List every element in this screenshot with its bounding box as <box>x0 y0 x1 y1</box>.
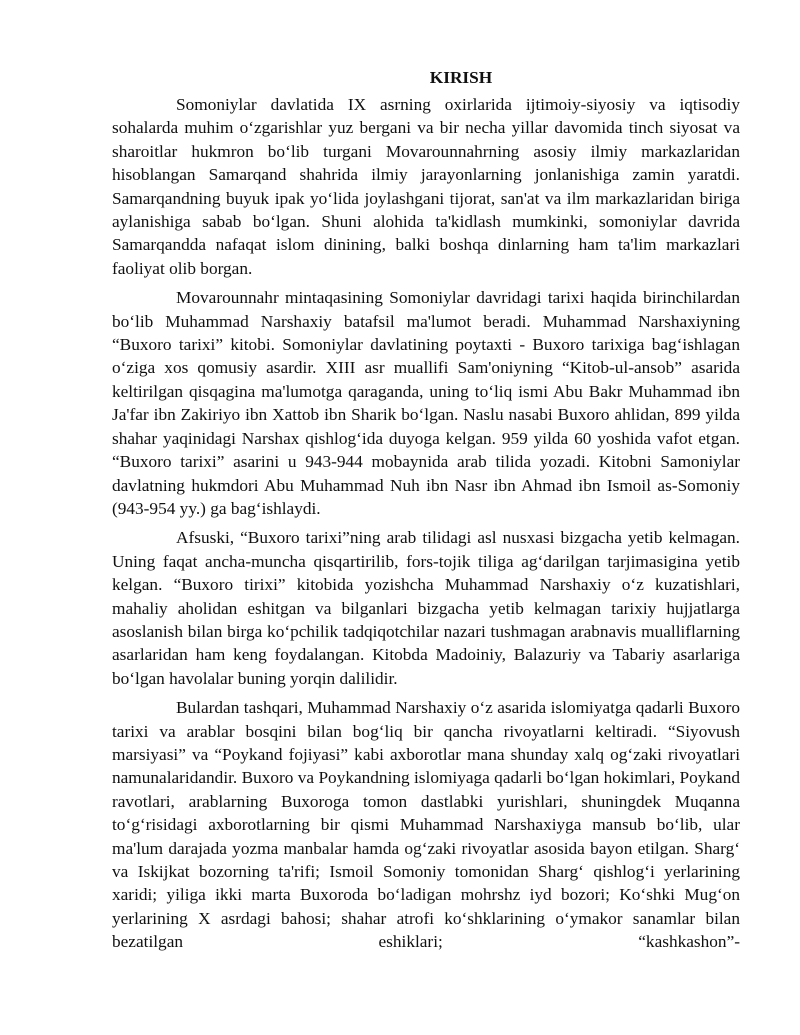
paragraph-4: Bulardan tashqari, Muhammad Narshaxiy o‘z asarida islomiyatga qadarli Buxoro tarixi va arablar bosqini bilan bog‘liq bir qancha rivoyatlarni keltiradi. “Siyovush marsiyasi” va “Poykand fojiyasi” kabi axborotlar mana shunday xalq og‘zaki rivoyatlari namunalaridandir. Buxoro va Poykandning islomiyaga qadarli bo‘lgan hokimlari, Poykand ravotlari, arablarning Buxoroga tomon dastlabki yurishlari, shuningdek Muqanna to‘g‘risidagi axborotlarning bir qismi Muhammad Narshaxiyga mansub bo‘lib, ular ma'lum darajada yozma manbalar hamda og‘zaki rivoyatlar asosida bayon etilgan. Sharg‘ va Iskijkat bozorning ta'rifi; Ismoil Somoniy tomonidan Sharg‘ qishlog‘i yerlarining xaridi; yiliga ikki marta Buxoroda bo‘ladigan mohrshz iyd bozori; Ko‘shki Mug‘on yerlarining X asrdagi bahosi; shahar atrofi ko‘shklarining o‘ymakor sanamlar bilan bezatilgan eshiklari; “kashkashon”- <box>112 698 740 952</box>
document-page <box>112 66 740 954</box>
paragraph-3: Afsuski, “Buxoro tarixi”ning arab tilidagi asl nusxasi bizgacha yetib kelmagan. Uning faqat ancha-muncha qisqartirilib, fors-tojik tiliga ag‘darilgan tarjimasigina yetib kelgan. “Buxoro tirixi” kitobida yozishcha Muhammad Narshaxiy o‘z kuzatishlari, mahaliy aholidan eshitgan va bilganlari bizgacha yetib kelmagan tarixiy hujjatlarga asoslanish bilan birga ko‘pchilik tadqiqotchilar nazari tushmagan arabnavis mualliflarning asarlaridan ham keng foydalangan. Kitobda Madoiniy, Balazuriy va Tabariy asarlariga bo‘lgan havolalar buning yorqin dalilidir. <box>112 528 740 688</box>
paragraph-2: Movarounnahr mintaqasining Somoniylar davridagi tarixi haqida birinchilardan bo‘lib Muhammad Narshaxiy batafsil ma'lumot beradi. Muhammad Narshaxiyning “Buxoro tarixi” kitobi. Somoniylar davlatining poytaxti - Buxoro tarixiga bag‘ishlagan o‘ziga xos qomusiy asardir. XIII asr muallifi Sam'oniyning “Kitob-ul-ansob” asarida keltirilgan qisqagina ma'lumotga qaraganda, uning to‘liq ismi Abu Bakr Muhammad ibn Ja'far ibn Zakiriyo ibn Xattob ibn Sharik bo‘lgan. Naslu nasabi Buxoro ahlidan, 899 yilda shahar yaqinidagi Narshax qishlog‘ida duyoga kelgan. 959 yilda 60 yoshida vafot etgan. “Buxoro tarixi” asarini u 943-944 mobaynida arab tilida yozadi. Kitobni Samoniylar davlatning hukmdori Abu Muhammad Nuh ibn Nasr ibn Ahmad ibn Ismoil as-Somoniy (943-954 yy.) ga bag‘ishlaydi. <box>112 288 740 518</box>
page-title: KIRISH <box>429 68 493 87</box>
paragraph-1: Somoniylar davlatida IX asrning oxirlarida ijtimoiy-siyosiy va iqtisodiy sohalarda muhim o‘zgarishlar yuz bergani va bir necha yillar davomida tinch siyosat va sharoitlar hukmron bo‘lib turgani Movarounnahrning asosiy ilmiy markazlaridan hisoblangan Samarqand shahrida ilmiy jarayonlarning jonlanishiga zamin yaratdi. Samarqandning buyuk ipak yo‘lida joylashgani tijorat, san'at va ilm markazlaridan biriga aylanishiga sabab bo‘lgan. Shuni alohida ta'kidlash mumkinki, somoniylar davrida Samarqandda nafaqat islom dinining, balki boshqa dinlarning ham ta'lim markazlari faoliyat olib borgan. <box>112 95 740 278</box>
